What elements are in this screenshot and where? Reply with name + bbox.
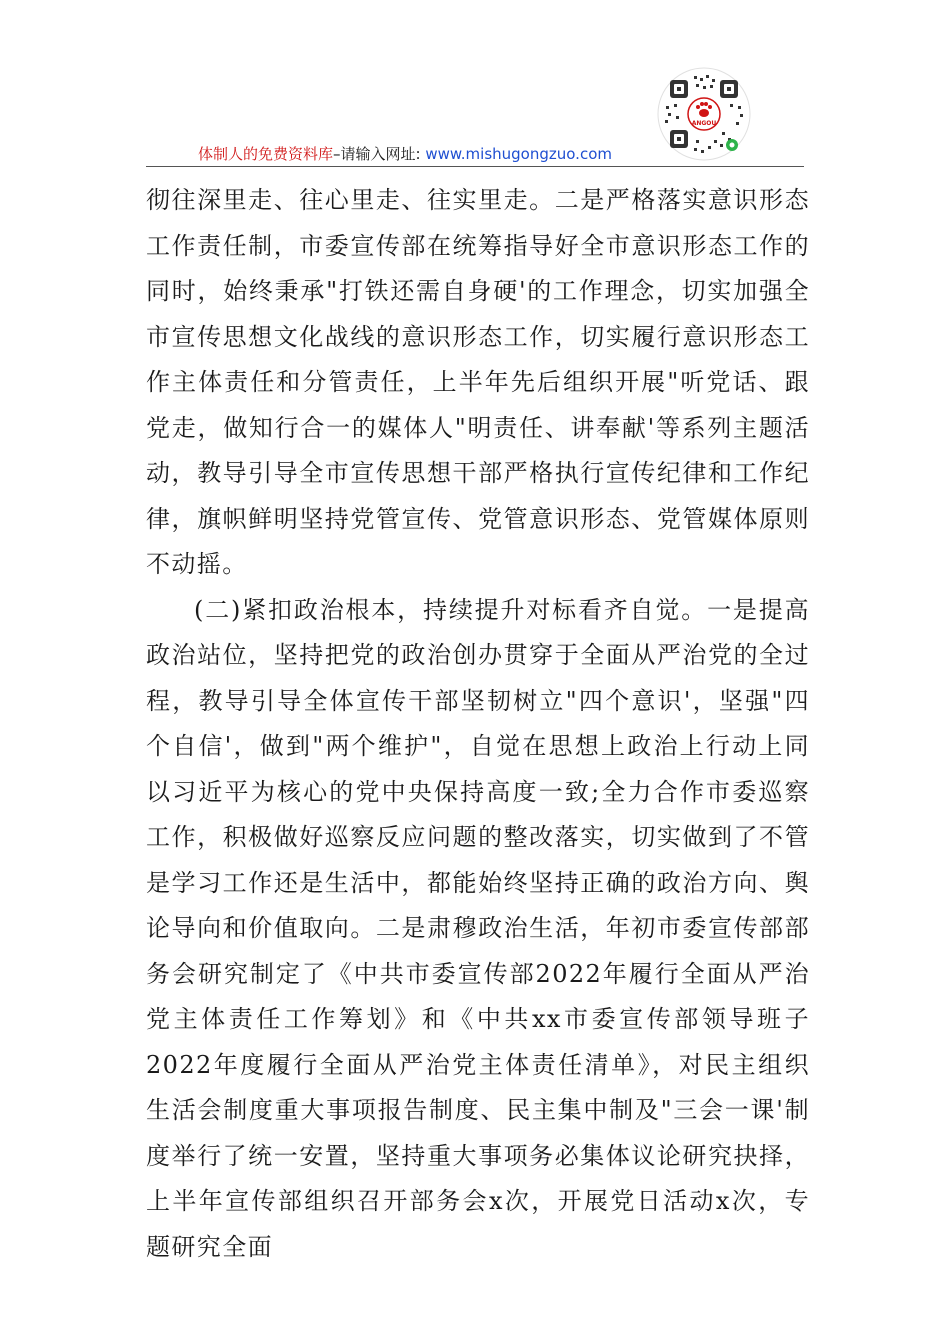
header-brand: 体制人的免费资料库 [198,145,334,163]
paragraph-1: 彻往深里走、往心里走、往实里走。二是严格落实意识形态工作责任制，市委宣传部在统筹指导好全市意识形态工作的同时，始终秉承"打铁还需自身硬'的工作理念，切实加强全市宣传思想文化战线的意识形态工作，切实履行意识形态工作主体责任和分管责任，上半年先后组织开展"听党话、跟党走，做知行合一的媒体人"明责任、讲奉献'等系列主题活动，教导引导全市宣传思想干部严格执行宣传纪律和工作纪律，旗帜鲜明坚持党管宣传、党管意识形态、党管媒体原则不动摇。 [146,186,810,578]
qr-code-image [656,66,752,162]
document-body [146,178,810,1270]
paragraph-2: (二)紧扣政治根本，持续提升对标看齐自觉。一是提高政治站位，坚持把党的政治创办贯穿于全面从严治党的全过程，教导引导全体宣传干部坚韧树立"四个意识'，坚强"四个自信'，做到"两个维护"，自觉在思想上政治上行动上同以习近平为核心的党中央保持高度一致;全力合作市委巡察工作，积极做好巡察反应问题的整改落实，切实做到了不管是学习工作还是生活中，都能始终坚持正确的政治方向、舆论导向和价值取向。二是肃穆政治生活，年初市委宣传部部务会研究制定了《中共市委宣传部2022年履行全面从严治党主体责任工作筹划》和《中共xx市委宣传部领导班子2022年度履行全面从严治党主体责任清单》，对民主组织生活会制度重大事项报告制度、民主集中制及"三会一课'制度举行了统一安置，坚持重大事项务必集体议论研究抉择，上半年宣传部组织召开部务会x次，开展党日活动x次，专题研究全面 [146,595,810,1261]
site-header [198,144,612,164]
header-prompt: –请输入网址: [333,145,421,163]
header-url-link[interactable]: www.mishugongzuo.com [425,145,612,163]
header-divider [146,166,804,167]
qr-logo-label: ANGOU [691,120,717,127]
